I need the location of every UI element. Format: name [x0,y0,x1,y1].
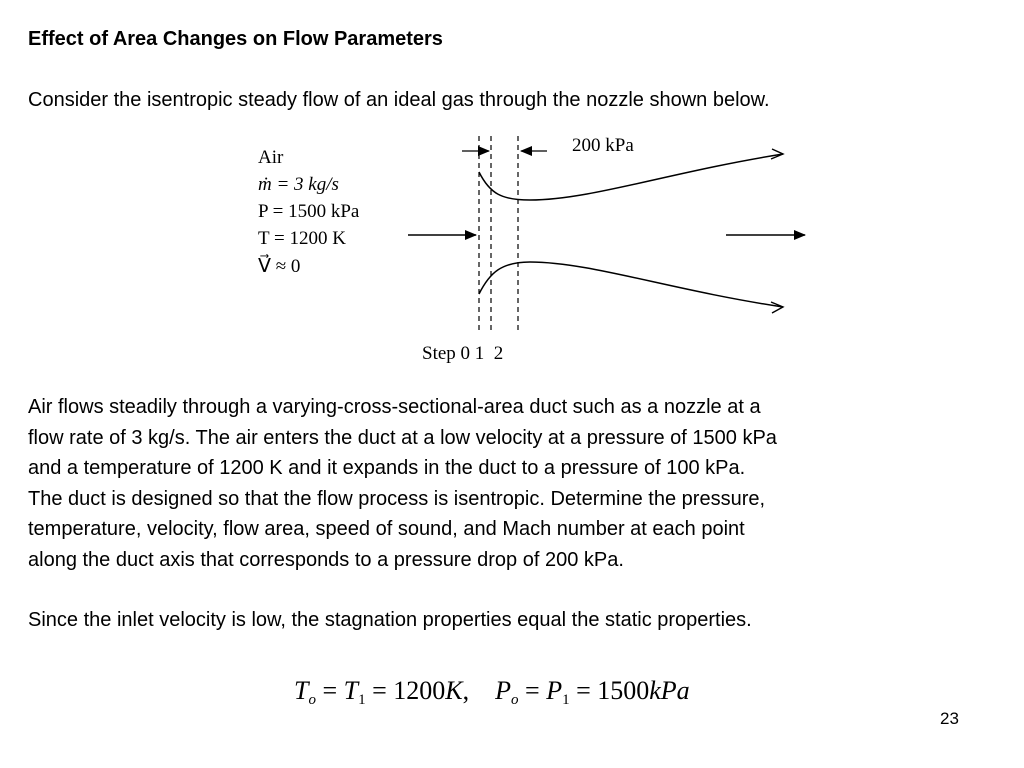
intro-text: Consider the isentropic steady flow of an ideal gas through the nozzle shown below. [28,89,770,111]
upper-wall-arrowhead [771,149,783,159]
slide-title: Effect of Area Changes on Flow Parameters [28,28,443,50]
nozzle-diagram [250,132,820,372]
problem-line: along the duct axis that corresponds to a pressure drop of 200 kPa. [28,548,624,571]
gas-label: Air [258,147,284,168]
eq-temp-value: 1200 [393,676,446,705]
eq-symbol-T: T [294,676,309,705]
pressure-step-label: 200 kPa [572,135,634,156]
problem-line: The duct is designed so that the flow process is isentropic. Determine the pressure, [28,487,766,510]
page-number: 23 [940,709,959,728]
eq-subscript-1: 1 [358,692,366,708]
eq-unit-kpa: kPa [649,676,690,705]
eq-symbol-P: P [495,676,512,705]
stagnation-note: Since the inlet velocity is low, the stagnation properties equal the static properties. [28,609,752,631]
step-label: Step 0 1 2 [422,343,504,364]
lower-wall-arrowhead [771,302,783,313]
temperature-label: T = 1200 K [258,228,346,249]
pressure-label: P = 1500 kPa [258,201,360,222]
problem-line: and a temperature of 1200 K and it expands in the duct to a pressure of 100 kPa. [28,457,746,479]
eq-equals: = [569,676,598,705]
eq-equals: = [365,676,394,705]
problem-line: flow rate of 3 kg/s. The air enters the duct at a low velocity at a pressure of 1500 kPa [28,426,777,449]
stagnation-equation [294,676,690,709]
problem-line: Air flows steadily through a varying-cross-sectional-area duct such as a nozzle at a [28,396,761,418]
eq-equals: = [518,676,547,705]
eq-subscript-1: 1 [562,692,570,708]
eq-symbol-T1: T [343,676,359,705]
eq-symbol-P1: P [546,676,563,705]
velocity-label: V⃗ ≈ 0 [258,256,301,277]
mass-flow-label: ṁ = 3 kg/s [258,174,339,195]
problem-statement [28,392,1013,575]
nozzle-upper-wall [479,154,783,200]
eq-comma: , [462,676,470,705]
eq-equals: = [315,676,344,705]
nozzle-lower-wall [479,262,783,307]
eq-subscript-o: o [511,692,519,708]
eq-subscript-o: o [308,692,316,708]
problem-line: temperature, velocity, flow area, speed of sound, and Mach number at each point [28,518,745,540]
eq-pressure-value: 1500 [597,676,650,705]
eq-unit-K: K [445,676,463,705]
